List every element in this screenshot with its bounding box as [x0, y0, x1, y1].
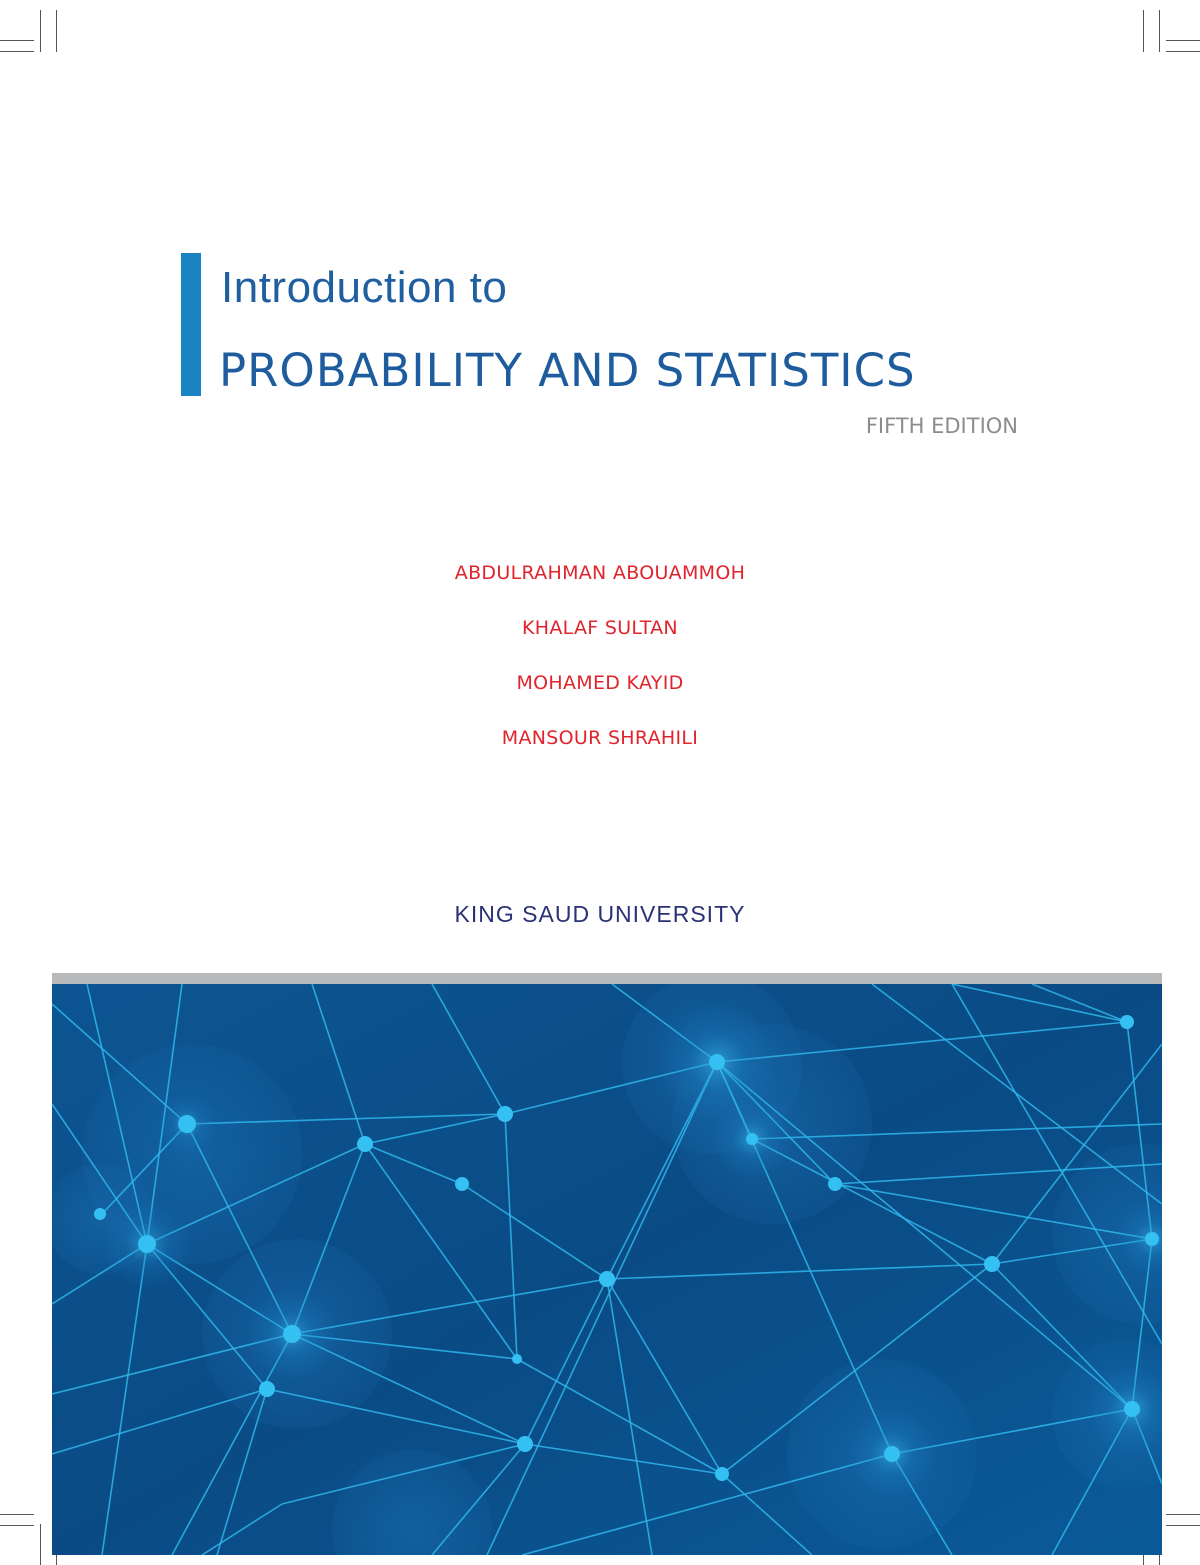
crop-mark	[0, 1525, 34, 1526]
crop-mark	[0, 40, 34, 41]
crop-mark	[1143, 10, 1144, 52]
crop-mark	[1166, 1514, 1200, 1515]
network-illustration	[52, 984, 1162, 1555]
author-name: MANSOUR SHRAHILI	[501, 727, 699, 749]
crop-mark	[40, 1524, 41, 1565]
author-name: ABDULRAHMAN ABOUAMMOH	[454, 562, 746, 584]
network-graphic	[52, 984, 1162, 1555]
intro-line: Introduction to	[221, 263, 508, 312]
crop-mark	[1166, 1525, 1200, 1526]
divider-rule	[52, 973, 1162, 984]
author-name: MOHAMED KAYID	[516, 672, 684, 694]
author-name: KHALAF SULTAN	[522, 617, 678, 639]
author-list	[300, 558, 900, 778]
book-title: PROBABILITY AND STATISTICS	[219, 344, 916, 397]
crop-mark	[0, 51, 34, 52]
title-accent-bar	[181, 253, 201, 396]
crop-mark	[1159, 10, 1160, 52]
crop-mark	[1166, 40, 1200, 41]
crop-mark	[56, 10, 57, 52]
crop-mark	[0, 1514, 34, 1515]
crop-mark	[40, 10, 41, 52]
crop-mark	[1166, 51, 1200, 52]
publisher-name: KING SAUD UNIVERSITY	[454, 901, 746, 927]
edition-label: FIFTH EDITION	[865, 414, 1018, 438]
